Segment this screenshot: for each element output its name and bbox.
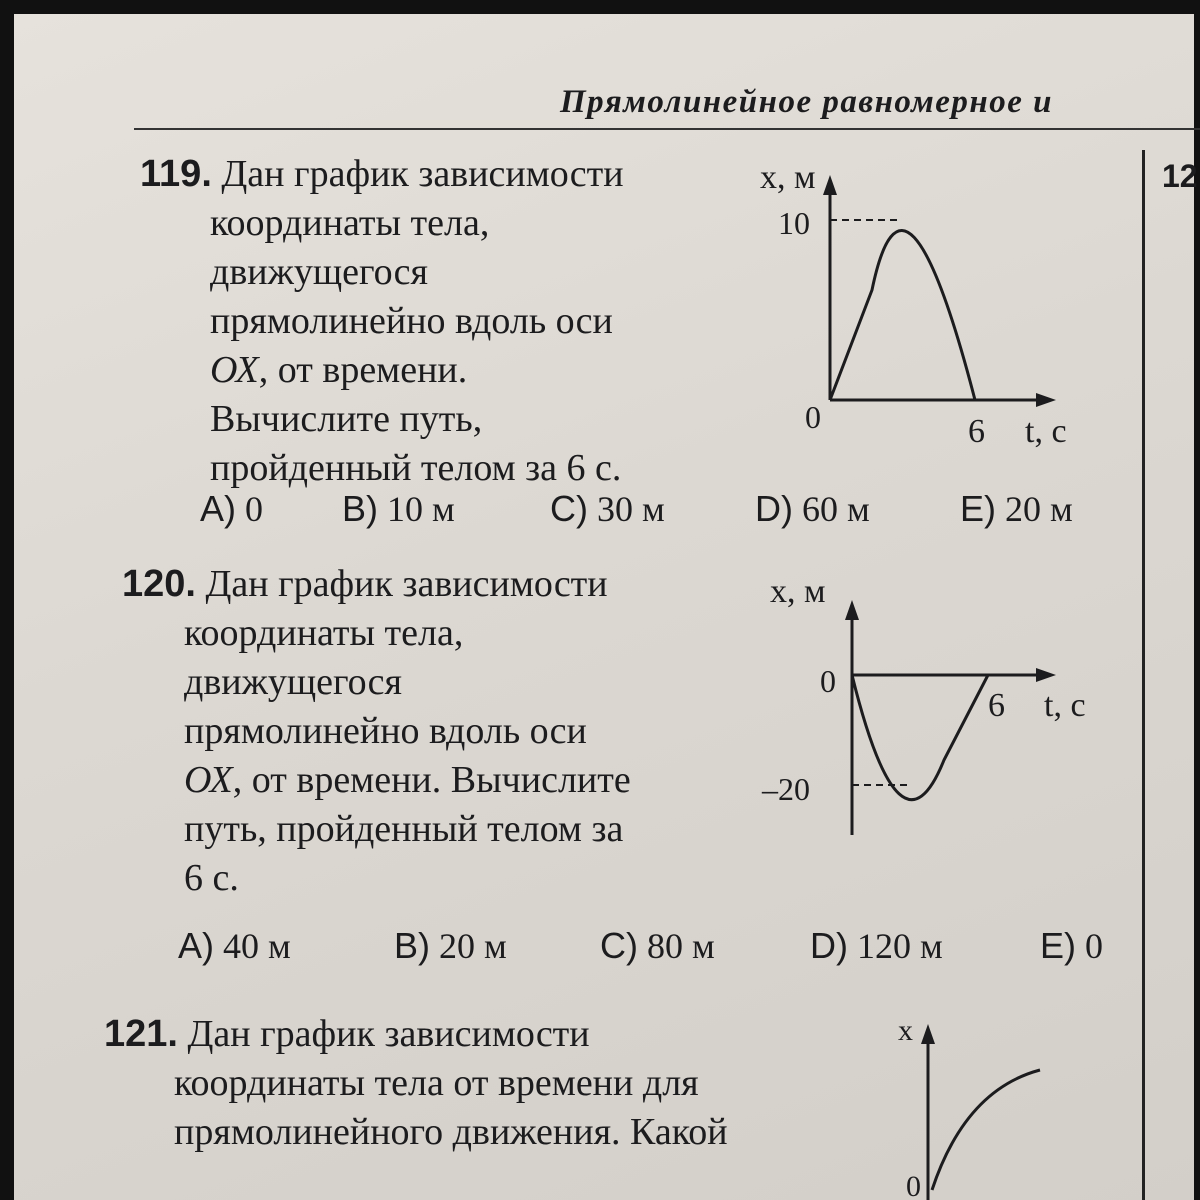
running-head: Прямолинейное равномерное и: [560, 84, 1053, 120]
motion-curve: [852, 675, 988, 800]
y-axis-label: x: [898, 1014, 913, 1047]
problem-line: 6 с.: [184, 857, 239, 899]
origin-label: 0: [906, 1170, 921, 1200]
problem-line: движущегося: [184, 661, 402, 703]
graph-121: [880, 1010, 1100, 1200]
y-axis-arrow-icon: [845, 600, 859, 620]
y-axis-arrow-icon: [921, 1024, 935, 1044]
y-tick-label: 10: [778, 205, 810, 241]
problem-line: движущегося: [210, 251, 428, 293]
y-tick-label: –20: [762, 771, 810, 807]
problem-number: 121: [104, 1013, 168, 1055]
next-column-problem-number: 12: [1162, 158, 1198, 194]
answer-option-c[interactable]: C) 30 м: [550, 488, 665, 529]
problem-line: координаты тела от времени для: [174, 1062, 699, 1104]
answer-option-a[interactable]: A) 0: [200, 488, 263, 529]
problem-line: координаты тела,: [210, 202, 490, 244]
problem-line: Вычислите путь,: [210, 398, 483, 440]
origin-label: 0: [820, 663, 836, 699]
y-axis-label: x, м: [770, 573, 826, 610]
problem-line: прямолинейно вдоль оси: [184, 710, 587, 752]
problem-line: пройденный телом за 6 с.: [210, 447, 622, 489]
problem-line: 120. Дан график зависимости: [122, 563, 608, 605]
photo-border-top: [0, 0, 1200, 14]
answer-option-e[interactable]: E) 20 м: [960, 488, 1073, 529]
x-axis-label: t, с: [1044, 687, 1086, 724]
y-axis-label: x, м: [760, 159, 816, 196]
y-axis-arrow-icon: [823, 175, 837, 195]
x-axis-arrow-icon: [1036, 393, 1056, 407]
answer-option-b[interactable]: B) 10 м: [342, 488, 455, 529]
graph-120: [740, 570, 1120, 860]
problem-120: [122, 560, 631, 903]
problem-line: 121. Дан график зависимости: [104, 1013, 590, 1055]
motion-curve: [932, 1070, 1040, 1190]
motion-curve: [830, 230, 975, 400]
x-tick-label: 6: [968, 413, 985, 450]
answer-option-b[interactable]: B) 20 м: [394, 925, 507, 966]
problem-line: ОХ, от времени. Вычислите: [184, 759, 631, 801]
answer-option-a[interactable]: A) 40 м: [178, 925, 291, 966]
origin-label: 0: [805, 399, 821, 435]
problem-line: прямолинейно вдоль оси: [210, 300, 613, 342]
problem-119: [140, 150, 624, 493]
x-axis-arrow-icon: [1036, 668, 1056, 682]
problem-line: путь, пройденный телом за: [184, 808, 624, 850]
answer-option-d[interactable]: D) 120 м: [810, 925, 943, 966]
graph-119: [720, 150, 1100, 460]
answer-option-e[interactable]: E) 0: [1040, 925, 1103, 966]
photo-border-left: [0, 0, 14, 1200]
x-tick-label: 6: [988, 687, 1005, 724]
problem-line: прямолинейного движения. Какой: [174, 1111, 728, 1153]
problem-121: [104, 1010, 728, 1157]
problem-line: ОХ, от времени.: [210, 349, 468, 391]
problem-line: координаты тела,: [184, 612, 464, 654]
answer-option-c[interactable]: C) 80 м: [600, 925, 715, 966]
problem-line: 119. Дан график зависимости: [140, 153, 624, 195]
problem-number: 120: [122, 563, 186, 605]
header-rule: [134, 128, 1200, 130]
answer-option-d[interactable]: D) 60 м: [755, 488, 870, 529]
problem-number: 119: [140, 153, 202, 195]
column-divider: [1142, 150, 1145, 1200]
x-axis-label: t, с: [1025, 413, 1067, 450]
